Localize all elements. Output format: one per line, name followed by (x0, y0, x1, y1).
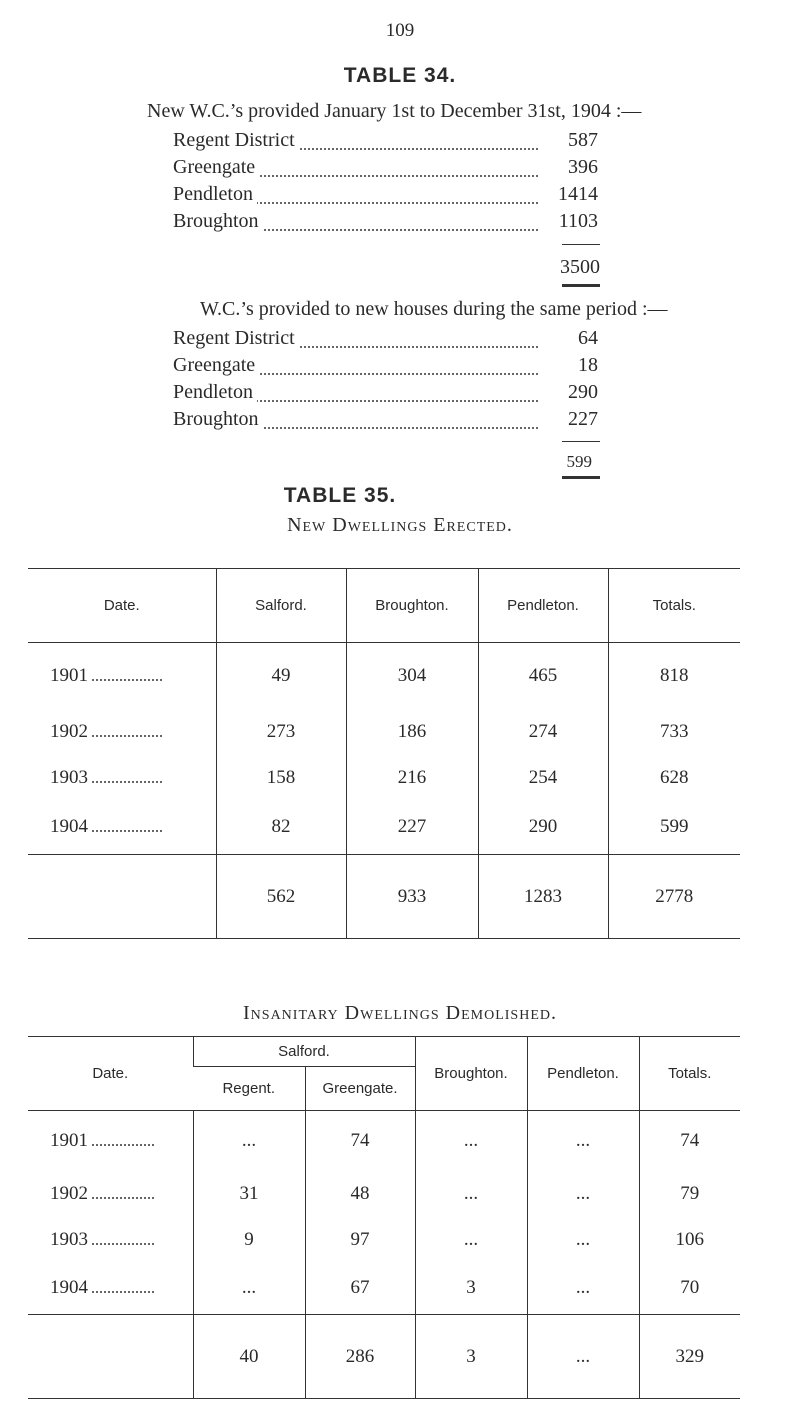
item-value: 227 (568, 408, 598, 430)
table-cell: ... (415, 1171, 527, 1217)
sum-rule (562, 441, 600, 442)
table-cell (28, 1315, 193, 1399)
year-cell (28, 1217, 193, 1263)
list-item (173, 183, 598, 209)
item-label: Regent District (173, 129, 299, 152)
year-label: 1902 (50, 720, 88, 742)
table-cell: 290 (478, 801, 608, 855)
year-label: 1903 (50, 1228, 88, 1250)
table-cell: 82 (216, 801, 346, 855)
table-cell: 818 (608, 643, 740, 709)
table-cell: 186 (346, 709, 478, 755)
table-row (28, 1111, 740, 1171)
year-label: 1903 (50, 766, 88, 788)
table-cell: ... (527, 1111, 639, 1171)
table-cell: 67 (305, 1263, 415, 1315)
table-cell: 106 (639, 1217, 740, 1263)
total-cell: 933 (346, 855, 478, 939)
year-label: 1904 (50, 816, 88, 838)
total-cell: 3 (415, 1315, 527, 1399)
table-header-row (28, 1037, 740, 1067)
item-label: Greengate (173, 354, 259, 377)
leader-dots (92, 669, 162, 681)
sum-rule (562, 244, 600, 245)
table-34-total-2: 599 (566, 452, 592, 471)
year-cell (28, 643, 216, 709)
total-cell: 40 (193, 1315, 305, 1399)
table-34-heading: TABLE 34. (343, 64, 457, 87)
total-cell: 286 (305, 1315, 415, 1399)
total-cell: ... (527, 1315, 639, 1399)
table-cell: 273 (216, 709, 346, 755)
leader-dots (92, 771, 162, 783)
table-cell: ... (415, 1111, 527, 1171)
table-row (28, 643, 740, 709)
insanitary-subtitle: Insanitary Dwellings Demolished. (243, 1002, 557, 1024)
table-cell: 158 (216, 755, 346, 801)
column-header: Greengate. (305, 1067, 415, 1111)
table-cell: ... (193, 1111, 305, 1171)
new-dwellings-table (28, 568, 740, 939)
list-item (173, 129, 598, 155)
table-cell: ... (527, 1263, 639, 1315)
page-number: 109 (385, 20, 415, 41)
table-cell: 79 (639, 1171, 740, 1217)
insanitary-dwellings-table (28, 1036, 740, 1399)
year-cell (28, 755, 216, 801)
year-label: 1901 (50, 664, 88, 686)
table-cell: 599 (608, 801, 740, 855)
totals-row (28, 855, 740, 939)
list-item (173, 327, 598, 353)
item-value: 1414 (558, 183, 598, 205)
leader-dots (92, 1187, 154, 1199)
item-label: Pendleton (173, 381, 257, 404)
column-header: Totals. (639, 1037, 740, 1111)
item-label: Greengate (173, 156, 259, 179)
list-item (173, 408, 598, 434)
table-cell: 628 (608, 755, 740, 801)
table-cell: 216 (346, 755, 478, 801)
table-row (28, 755, 740, 801)
totals-row (28, 1315, 740, 1399)
column-header: Date. (28, 1037, 193, 1111)
table-row (28, 1171, 740, 1217)
column-header: Broughton. (346, 569, 478, 643)
column-header: Totals. (608, 569, 740, 643)
table-cell: 49 (216, 643, 346, 709)
list-item (173, 354, 598, 380)
item-value: 64 (578, 327, 598, 349)
leader-dots (92, 820, 162, 832)
column-header: Salford. (216, 569, 346, 643)
year-cell (28, 1263, 193, 1315)
table-cell: 74 (639, 1111, 740, 1171)
table-cell: ... (527, 1171, 639, 1217)
column-header: Date. (28, 569, 216, 643)
table-cell: 97 (305, 1217, 415, 1263)
table-34-total: 3500 (560, 256, 600, 278)
total-cell: 329 (639, 1315, 740, 1399)
total-underline (562, 476, 600, 479)
table-cell (28, 855, 216, 939)
table-cell: 31 (193, 1171, 305, 1217)
item-label: Pendleton (173, 183, 257, 206)
table-header-row (28, 569, 740, 643)
list-item (173, 156, 598, 182)
table-row (28, 801, 740, 855)
table-cell: ... (193, 1263, 305, 1315)
item-value: 18 (578, 354, 598, 376)
year-cell (28, 709, 216, 755)
year-label: 1901 (50, 1129, 88, 1151)
column-header: Regent. (193, 1067, 305, 1111)
total-cell: 1283 (478, 855, 608, 939)
table-cell: 227 (346, 801, 478, 855)
year-label: 1902 (50, 1182, 88, 1204)
table-cell: ... (527, 1217, 639, 1263)
table-34-intro-2: W.C.’s provided to new houses during the same period :— (200, 298, 668, 320)
table-cell: 733 (608, 709, 740, 755)
total-cell: 2778 (608, 855, 740, 939)
table-cell: 9 (193, 1217, 305, 1263)
table-cell: 465 (478, 643, 608, 709)
table-cell: ... (415, 1217, 527, 1263)
table-cell: 304 (346, 643, 478, 709)
item-value: 587 (568, 129, 598, 151)
table-cell: 254 (478, 755, 608, 801)
table-cell: 74 (305, 1111, 415, 1171)
column-header: Pendleton. (478, 569, 608, 643)
table-row (28, 1263, 740, 1315)
column-header-group: Salford. (193, 1037, 415, 1067)
year-cell (28, 801, 216, 855)
leader-dots (92, 1281, 154, 1293)
table-34-intro: New W.C.’s provided January 1st to December 31st, 1904 :— (147, 100, 642, 122)
item-label: Regent District (173, 327, 299, 350)
table-35-subtitle: New Dwellings Erected. (287, 514, 513, 536)
item-value: 1103 (558, 210, 598, 232)
year-cell (28, 1111, 193, 1171)
leader-dots (92, 725, 162, 737)
table-cell: 70 (639, 1263, 740, 1315)
leader-dots (92, 1233, 154, 1245)
table-cell: 274 (478, 709, 608, 755)
item-label: Broughton (173, 408, 263, 431)
column-header: Broughton. (415, 1037, 527, 1111)
column-header: Pendleton. (527, 1037, 639, 1111)
item-value: 290 (568, 381, 598, 403)
total-underline (562, 284, 600, 287)
table-cell: 3 (415, 1263, 527, 1315)
table-35-heading: TABLE 35. (283, 484, 397, 507)
list-item (173, 210, 598, 236)
table-row (28, 1217, 740, 1263)
table-cell: 48 (305, 1171, 415, 1217)
year-label: 1904 (50, 1277, 88, 1299)
item-value: 396 (568, 156, 598, 178)
leader-dots (92, 1134, 154, 1146)
total-cell: 562 (216, 855, 346, 939)
year-cell (28, 1171, 193, 1217)
list-item (173, 381, 598, 407)
item-label: Broughton (173, 210, 263, 233)
table-row (28, 709, 740, 755)
